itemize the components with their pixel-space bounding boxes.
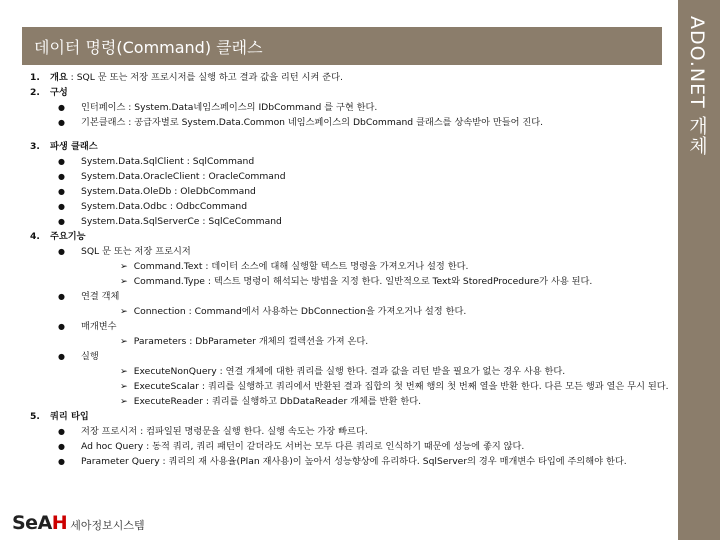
section-number: 4. — [30, 231, 40, 242]
section-number: 2. — [30, 87, 40, 98]
slide-title: 데이터 명령(Command) 클래스 — [34, 38, 263, 57]
sub-list-item: ➢ ExecuteReader : 쿼리를 실행하고 DbDataReader 개체를 반환 한다. — [30, 394, 670, 409]
section-main-features — [30, 229, 670, 244]
list-item: ● System.Data.OleDb : OleDbCommand — [30, 184, 670, 199]
sub-list-item: ➢ ExecuteScalar : 쿼리를 실행하고 쿼리에서 반환된 결과 집합의 첫 번째 행의 첫 번째 열을 반환 한다. 다른 모든 행과 열은 무시 된다. — [30, 379, 670, 394]
list-item: ● 연결 객체 — [30, 289, 670, 304]
list-item: ● 저장 프로시저 : 컴파일된 명령문을 실행 한다. 실행 속도는 가장 빠르다. — [30, 424, 670, 439]
list-item: ● System.Data.SqlClient : SqlCommand — [30, 154, 670, 169]
section-overview — [30, 70, 670, 85]
list-item: ● System.Data.Odbc : OdbcCommand — [30, 199, 670, 214]
sub-list-item: ➢ ExecuteNonQuery : 연결 개체에 대한 쿼리를 실행 한다. 결과 값을 리턴 받을 필요가 없는 경우 사용 한다. — [30, 364, 670, 379]
section-composition — [30, 85, 670, 100]
list-item: ● System.Data.SqlServerCe : SqlCeCommand — [30, 214, 670, 229]
list-item: ● Parameter Query : 쿼리의 재 사용율(Plan 재사용)이 높아서 성능향상에 유리하다. SqlServer의 경우 매개변수 타입에 주의해야 한다. — [30, 454, 670, 469]
sub-list-item: ➢ Connection : Command에서 사용하는 DbConnection을 가져오거나 설정 한다. — [30, 304, 670, 319]
section-text: : SQL 문 또는 저장 프로시저를 실행 하고 결과 값을 리턴 시켜 준다. — [67, 72, 343, 83]
company-logo — [12, 512, 145, 534]
section-number: 5. — [30, 411, 40, 422]
section-heading: 구성 — [50, 87, 68, 98]
list-item: ● 인터페이스 : System.Data네임스페이스의 IDbCommand 를 구현 한다. — [30, 100, 670, 115]
list-item: ● 실행 — [30, 349, 670, 364]
section-heading: 파생 클래스 — [50, 141, 98, 152]
sub-list-item: ➢ Command.Type : 텍스트 명령이 해석되는 방법을 지정 한다. 일반적으로 Text와 StoredProcedure가 사용 된다. — [30, 274, 670, 289]
section-heading: 주요기능 — [50, 231, 86, 242]
logo-brand: SeAH — [12, 512, 68, 534]
sub-list-item: ➢ Command.Text : 데이터 소스에 대해 실행할 텍스트 명령을 가져오거나 설정 한다. — [30, 259, 670, 274]
logo-company-name: 세아정보시스템 — [70, 519, 145, 532]
section-derived-classes — [30, 139, 670, 154]
sub-list-item: ➢ Parameters : DbParameter 개체의 컬렉션을 가져 온다. — [30, 334, 670, 349]
list-item: ● Ad hoc Query : 동적 쿼리, 쿼리 패턴이 같더라도 서버는 모두 다른 쿼리로 인식하기 때문에 성능에 좋지 않다. — [30, 439, 670, 454]
slide-content — [30, 70, 670, 469]
section-number: 3. — [30, 141, 40, 152]
section-heading: 개요 — [50, 72, 68, 83]
list-item: ● 기본클래스 : 공급자별로 System.Data.Common 네임스페이스의 DbCommand 클래스를 상속받아 만들어 진다. — [30, 115, 670, 130]
side-title: ADO.NET 개체 — [686, 16, 708, 156]
list-item: ● SQL 문 또는 저장 프로시저 — [30, 244, 670, 259]
section-heading: 쿼리 타입 — [50, 411, 89, 422]
section-query-types — [30, 409, 670, 424]
title-bar — [22, 27, 662, 65]
list-item: ● 매개변수 — [30, 319, 670, 334]
list-item: ● System.Data.OracleClient : OracleCommand — [30, 169, 670, 184]
section-number: 1. — [30, 72, 40, 83]
